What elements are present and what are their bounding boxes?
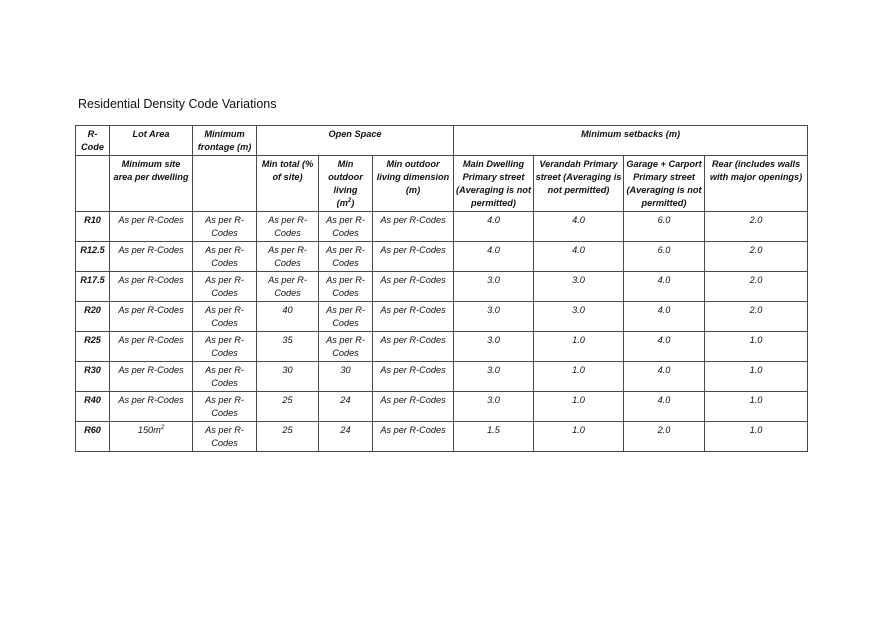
- cell-lot-area: [110, 422, 193, 452]
- header-rcode-blank: [76, 156, 110, 212]
- cell-rear: 1.0: [705, 422, 808, 452]
- cell-frontage: As per R-Codes: [193, 332, 257, 362]
- cell-lot-area-sup: 2: [160, 424, 165, 431]
- cell-rear: 1.0: [705, 392, 808, 422]
- cell-outdoor-living: As per R-Codes: [319, 302, 373, 332]
- cell-outdoor-dimension: As per R-Codes: [373, 212, 454, 242]
- cell-verandah: 3.0: [534, 272, 624, 302]
- header-min-setbacks: Minimum setbacks (m): [454, 126, 808, 156]
- header-min-outdoor-living-unit: (m: [336, 198, 348, 208]
- cell-rcode: R40: [76, 392, 110, 422]
- cell-frontage: As per R-Codes: [193, 212, 257, 242]
- cell-main-dwelling: 3.0: [454, 392, 534, 422]
- page-title: Residential Density Code Variations: [78, 97, 277, 111]
- cell-lot-area: As per R-Codes: [110, 302, 193, 332]
- cell-min-total: As per R-Codes: [257, 272, 319, 302]
- cell-outdoor-living: 30: [319, 362, 373, 392]
- cell-rear: 1.0: [705, 362, 808, 392]
- cell-min-total: 25: [257, 422, 319, 452]
- cell-min-total: As per R-Codes: [257, 242, 319, 272]
- cell-verandah: 1.0: [534, 422, 624, 452]
- table-row: [76, 302, 808, 332]
- cell-lot-area: As per R-Codes: [110, 332, 193, 362]
- header-garage-carport: Garage + Carport Primary street (Averaging is not permitted): [624, 156, 705, 212]
- cell-main-dwelling: 1.5: [454, 422, 534, 452]
- cell-main-dwelling: 4.0: [454, 212, 534, 242]
- cell-garage: 2.0: [624, 422, 705, 452]
- cell-rcode: R17.5: [76, 272, 110, 302]
- cell-garage: 6.0: [624, 212, 705, 242]
- cell-min-total: 30: [257, 362, 319, 392]
- cell-rear: 2.0: [705, 302, 808, 332]
- table-row: [76, 362, 808, 392]
- cell-verandah: 4.0: [534, 212, 624, 242]
- header-min-outdoor-dimension: Min outdoor living dimension (m): [373, 156, 454, 212]
- cell-verandah: 4.0: [534, 242, 624, 272]
- cell-lot-area: As per R-Codes: [110, 242, 193, 272]
- cell-min-total: 40: [257, 302, 319, 332]
- cell-outdoor-dimension: As per R-Codes: [373, 242, 454, 272]
- cell-rcode: R10: [76, 212, 110, 242]
- table-row: [76, 332, 808, 362]
- cell-outdoor-dimension: As per R-Codes: [373, 302, 454, 332]
- cell-frontage: As per R-Codes: [193, 272, 257, 302]
- cell-garage: 4.0: [624, 362, 705, 392]
- header-open-space: Open Space: [257, 126, 454, 156]
- cell-outdoor-living: As per R-Codes: [319, 272, 373, 302]
- cell-garage: 4.0: [624, 332, 705, 362]
- cell-rear: 2.0: [705, 272, 808, 302]
- cell-frontage: As per R-Codes: [193, 242, 257, 272]
- cell-outdoor-dimension: As per R-Codes: [373, 272, 454, 302]
- table-row: [76, 272, 808, 302]
- cell-main-dwelling: 4.0: [454, 242, 534, 272]
- header-rcode: R-Code: [76, 126, 110, 156]
- cell-frontage: As per R-Codes: [193, 422, 257, 452]
- cell-rcode: R25: [76, 332, 110, 362]
- cell-outdoor-living: As per R-Codes: [319, 332, 373, 362]
- cell-outdoor-dimension: As per R-Codes: [373, 422, 454, 452]
- header-verandah: Verandah Primary street (Averaging is not permitted): [534, 156, 624, 212]
- cell-rcode: R20: [76, 302, 110, 332]
- cell-lot-area: As per R-Codes: [110, 272, 193, 302]
- cell-lot-area-value: 150m: [137, 425, 161, 435]
- cell-verandah: 1.0: [534, 362, 624, 392]
- table-row: [76, 392, 808, 422]
- cell-garage: 6.0: [624, 242, 705, 272]
- cell-outdoor-living: As per R-Codes: [319, 212, 373, 242]
- header-min-outdoor-living-sup: 2: [347, 197, 352, 204]
- cell-frontage: As per R-Codes: [193, 392, 257, 422]
- header-main-dwelling: Main Dwelling Primary street (Averaging is not permitted): [454, 156, 534, 212]
- header-rear: Rear (includes walls with major openings): [705, 156, 808, 212]
- cell-garage: 4.0: [624, 392, 705, 422]
- header-min-outdoor-living-label: Min outdoor living: [328, 159, 363, 195]
- cell-lot-area: As per R-Codes: [110, 212, 193, 242]
- cell-frontage: As per R-Codes: [193, 362, 257, 392]
- cell-outdoor-living: 24: [319, 392, 373, 422]
- cell-frontage: As per R-Codes: [193, 302, 257, 332]
- table-row: [76, 422, 808, 452]
- header-frontage-blank: [193, 156, 257, 212]
- header-min-outdoor-living-close: ): [351, 198, 355, 208]
- cell-main-dwelling: 3.0: [454, 272, 534, 302]
- cell-verandah: 1.0: [534, 392, 624, 422]
- cell-min-total: 35: [257, 332, 319, 362]
- cell-lot-area: As per R-Codes: [110, 362, 193, 392]
- table-row: [76, 242, 808, 272]
- cell-rear: 2.0: [705, 212, 808, 242]
- cell-rcode: R30: [76, 362, 110, 392]
- header-min-site-area: Minimum site area per dwelling: [110, 156, 193, 212]
- cell-garage: 4.0: [624, 272, 705, 302]
- header-min-total: Min total (% of site): [257, 156, 319, 212]
- cell-lot-area: As per R-Codes: [110, 392, 193, 422]
- cell-main-dwelling: 3.0: [454, 362, 534, 392]
- cell-rear: 1.0: [705, 332, 808, 362]
- cell-min-total: As per R-Codes: [257, 212, 319, 242]
- cell-outdoor-dimension: As per R-Codes: [373, 332, 454, 362]
- cell-rear: 2.0: [705, 242, 808, 272]
- cell-outdoor-living: As per R-Codes: [319, 242, 373, 272]
- header-min-outdoor-living: [319, 156, 373, 212]
- cell-rcode: R60: [76, 422, 110, 452]
- header-lot-area: Lot Area: [110, 126, 193, 156]
- cell-garage: 4.0: [624, 302, 705, 332]
- cell-main-dwelling: 3.0: [454, 302, 534, 332]
- cell-verandah: 1.0: [534, 332, 624, 362]
- cell-rcode: R12.5: [76, 242, 110, 272]
- cell-outdoor-dimension: As per R-Codes: [373, 392, 454, 422]
- header-min-frontage: Minimum frontage (m): [193, 126, 257, 156]
- cell-main-dwelling: 3.0: [454, 332, 534, 362]
- cell-outdoor-living: 24: [319, 422, 373, 452]
- density-code-table: [75, 125, 808, 452]
- table-row: [76, 212, 808, 242]
- cell-min-total: 25: [257, 392, 319, 422]
- cell-verandah: 3.0: [534, 302, 624, 332]
- cell-outdoor-dimension: As per R-Codes: [373, 362, 454, 392]
